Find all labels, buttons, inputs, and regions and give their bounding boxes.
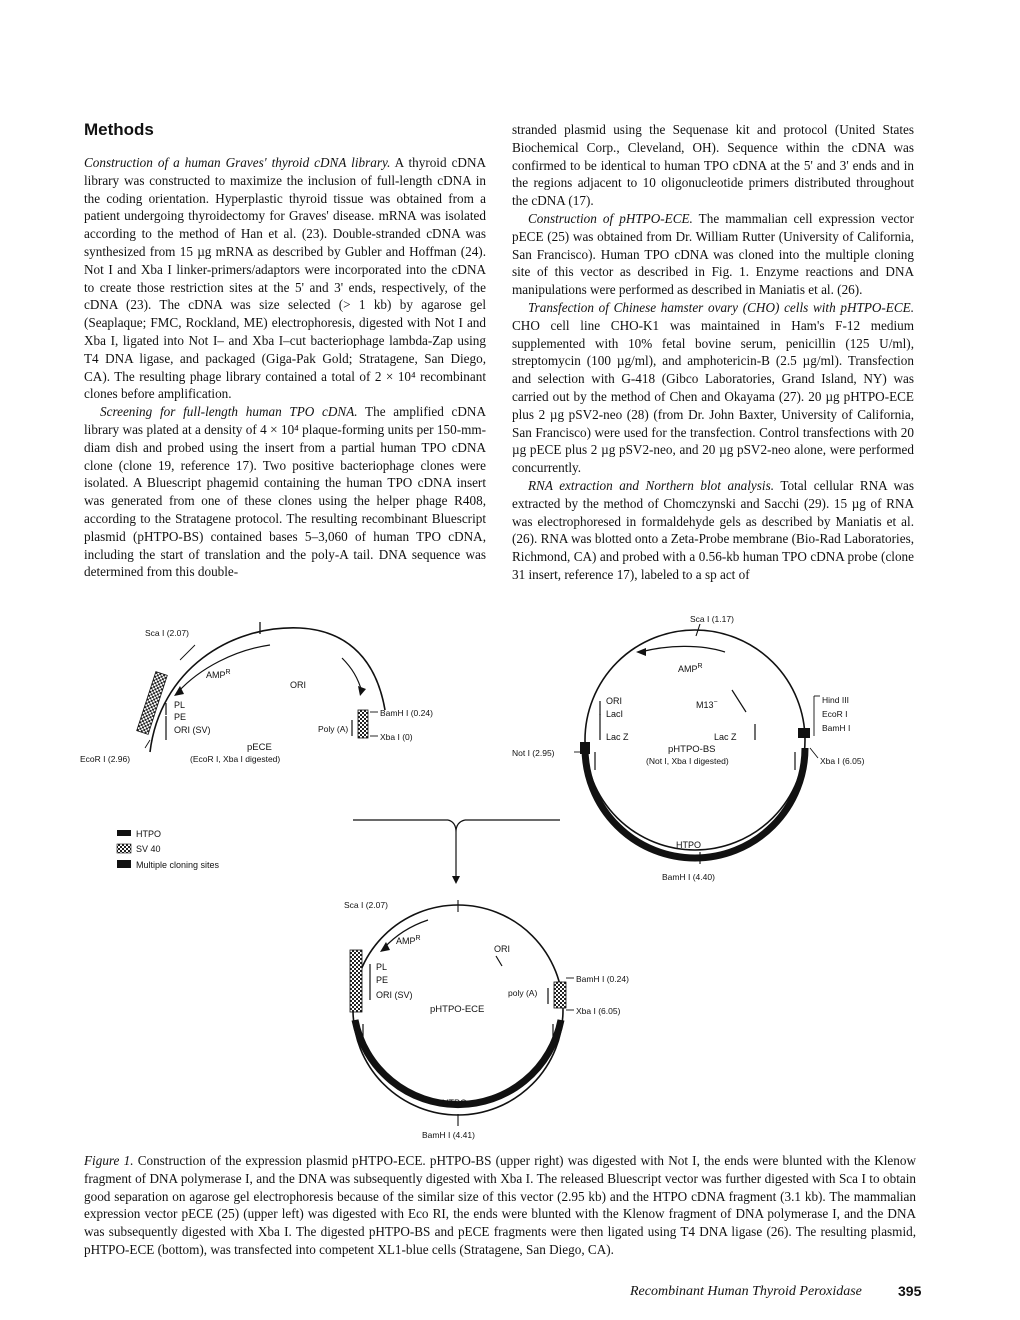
pece-ecor-label: EcoR I (2.96) — [80, 754, 131, 764]
ece-pl-label: PL — [376, 962, 388, 972]
legend-mcs-label: Multiple cloning sites — [136, 860, 220, 870]
bs-sca-label: Sca I (1.17) — [690, 614, 734, 624]
ecor-leader — [145, 740, 150, 748]
xba-leader — [810, 748, 818, 758]
bs-m13-label: M13− — [696, 699, 718, 710]
pece-amp-label: $AMP^R$ — [206, 669, 231, 680]
running-title: Recombinant Human Thyroid Peroxidase — [630, 1284, 862, 1299]
bs-amp-label: $AMP^R$ — [678, 663, 703, 674]
legend-sv40-label: SV 40 — [136, 844, 161, 854]
bs-lacz-right-label: Lac Z — [714, 732, 737, 742]
pece-pe-label: PE — [174, 712, 187, 722]
ece-bamh-bottom-label: BamH I (4.41) — [422, 1130, 475, 1140]
sca-leader — [180, 645, 195, 660]
paragraph-body: Total cellular RNA was extracted by the method of Chomczynski and Sacchi (29). 15 µg of RNA was electrophoresed in formaldehyde gels as described by Maniatis et al. (26). RNA was blotted onto a Zeta-Probe membrane (Bio-Rad Laboratories, Richmond, CA) and probed with a 0.56-kb human TPO cDNA probe (clone 31 insert, reference 17), labeled to a sp act of — [512, 477, 914, 582]
ece-xba-label: Xba I (6.05) — [576, 1006, 621, 1016]
bs-xba-label: Xba I (6.05) — [820, 756, 865, 766]
connector-arrowhead — [452, 876, 460, 884]
m13-arrow — [732, 690, 746, 712]
htpo-thick-arc — [355, 1020, 561, 1105]
pece-xba-label: Xba I (0) — [380, 732, 413, 742]
plasmid-construction-figure — [50, 600, 970, 1150]
figure-caption — [84, 1152, 916, 1259]
amp-arrowhead — [636, 648, 646, 656]
sv40-block-right — [554, 982, 566, 1008]
phtpo-bs-map — [512, 614, 865, 882]
ece-sca-label: Sca I (2.07) — [344, 900, 388, 910]
bs-ecor-label: EcoR I — [822, 709, 848, 719]
paragraph-rna — [512, 477, 914, 584]
amp-arrow — [640, 646, 725, 652]
bs-bamh-label: BamH I (4.40) — [662, 872, 715, 882]
bs-name: pHTPO-BS — [668, 744, 716, 755]
paragraph-lead: Screening for full-length human TPO cDNA. — [100, 404, 358, 420]
pece-ori-label: ORI — [290, 680, 307, 690]
ligation-connector — [353, 820, 560, 884]
caption-label: Figure 1. — [84, 1153, 134, 1168]
sv40-block-right — [358, 710, 368, 738]
pece-subtitle: (EcoR I, Xba I digested) — [190, 754, 281, 764]
mcs-block-right — [798, 728, 810, 738]
legend-htpo-swatch — [117, 830, 131, 836]
ori-arrowhead — [358, 686, 366, 696]
legend — [117, 829, 220, 870]
amp-arrow — [178, 645, 270, 692]
right-column — [512, 121, 914, 584]
paragraph-lead: Construction of pHTPO-ECE. — [528, 210, 693, 226]
pece-map — [80, 622, 433, 764]
paragraph-continuation — [512, 121, 914, 210]
legend-htpo-label: HTPO — [136, 829, 162, 839]
section-heading: Methods — [84, 120, 154, 139]
paragraph-lead: Construction of a human Graves' thyroid cDNA library. — [84, 155, 391, 170]
pece-bamh-label: BamH I (0.24) — [380, 708, 433, 718]
sv40-block — [137, 672, 168, 735]
pece-sca-label: Sca I (2.07) — [145, 628, 189, 638]
ece-bamh-top-label: BamH I (0.24) — [576, 974, 629, 984]
paragraph-body: A thyroid cDNA library was constructed to maximize the inclusion of full-length cDNA in the coding orientation. Hyperplastic thyroid tissue was obtained from a patient undergoing thyroidectomy for Graves' disease. mRNA was isolated according to the method of Han et al. (23). Double-stranded cDNA was synthesized from 15 µg mRNA as described by Gubler and Hoffman (24). Not I and Xba I linker-primers/adaptors were incorporated into the cDNA to create those restriction sites at the 5' and 3' ends, respectively, of the cDNA (23). The cDNA was size selected (> 1 kb) by agarose gel (Seaplaque; FMC, Rockland, ME) electrophoresis, digested with Not I and Xba I, ligated into Not I– and Xba I–cut bacteriophage lambda-Zap using T4 DNA ligase, and packaged (Giga-Pak Gold; Stratagene, San Diego, CA). The resulting phage library contained a total of 2 × 10⁴ recombinant clones before amplification. — [84, 155, 486, 402]
paragraph-body: stranded plasmid using the Sequenase kit and protocol (United States Biochemical Corp., Cleveland, OH). Sequence within the cDNA was confirmed to be identical to human TPO cDNA at the 5' and 3' ends and in the regions adjacent to 10 oligonucleotide primers distributed throughout the cDNA (17). — [512, 122, 914, 209]
sv40-block-left — [350, 950, 362, 1012]
bs-lacz-left-label: Lac Z — [606, 732, 629, 742]
bs-htpo-label: HTPO — [676, 840, 702, 850]
pece-name: pECE — [247, 742, 272, 753]
bs-not-label: Not I (2.95) — [512, 748, 555, 758]
paragraph-library — [84, 154, 486, 403]
paragraph-screening — [84, 403, 486, 581]
bs-hind-label: Hind III — [822, 695, 849, 705]
paragraph-lead: Transfection of Chinese hamster ovary (CHO) cells with pHTPO-ECE. — [528, 299, 914, 315]
mcs-block-left — [580, 742, 590, 754]
paragraph-transfection — [512, 299, 914, 477]
ece-orisv-label: ORI (SV) — [376, 990, 413, 1000]
ece-pe-label: PE — [376, 975, 389, 985]
bs-ori-label: ORI — [606, 696, 623, 706]
legend-mcs-swatch — [117, 860, 131, 868]
ece-htpo-label: HTPO — [442, 1098, 468, 1108]
ece-name: pHTPO-ECE — [430, 1004, 485, 1015]
legend-sv40-swatch — [117, 844, 131, 853]
ece-amp-label: $AMP^R$ — [396, 935, 421, 946]
bs-subtitle: (Not I, Xba I digested) — [646, 756, 729, 766]
caption-text: Construction of the expression plasmid pHTPO-ECE. pHTPO-BS (upper right) was digested with Not I, the ends were blunted with the Klenow fragment of DNA polymerase I, and the DNA was subsequently digested with Xba I. The released Bluescript vector was further digested with Sca I to obtain good separation on agarose gel electrophoresis because of the similar size of this vector (2.95 kb) and the HTPO cDNA fragment (3.1 kb). The mammalian expression vector pECE (25) (upper left) was digested with Eco RI, the ends were blunted with the Klenow fragment of DNA polymerase I, and the DNA was subsequently digested with Xba I. The digested pHTPO-BS and pECE fragments were then ligated using T4 DNA ligase (26). The resulting plasmid, pHTPO-ECE (bottom), was transfected into competent XL1-blue cells (Stratagene, San Diego, CA). — [84, 1153, 916, 1257]
bs-bamh-site-label: BamH I — [822, 723, 851, 733]
left-column — [84, 154, 486, 581]
page-number: 395 — [898, 1283, 922, 1299]
bs-laci-label: LacI — [606, 709, 624, 719]
phtpo-ece-map — [344, 900, 629, 1140]
paragraph-body: The amplified cDNA library was plated at a density of 4 × 10⁴ plaque-forming units per 150-mm-diam dish and probed using the insert from a partial human TPO cDNA clone (clone 19, reference 17). Two positive bacteriophage clones were isolated. A Bluescript phagemid containing the human TPO cDNA insert was generated from one of these clones using the helper phage R408, according to the Stratagene protocol. The resulting recombinant Bluescript plasmid (pHTPO-BS) contained bases 5–3,060 of human TPO cDNA, including the start of translation and the poly-A tail. DNA sequence was determined from this double- — [84, 404, 486, 580]
paragraph-body: CHO cell line CHO-K1 was maintained in Ham's F-12 medium supplemented with 10% fetal bovine serum, penicillin (125 U/ml), streptomycin (100 µg/ml), and amphotericin-B (2.5 µg/ml). Transfection and selection with G-418 (Gibco Laboratories, Grand Island, NY) was carried out by the method of Chen and Okayama (27). 20 µg pHTPO-ECE plus 2 µg pSV2-neo (28) (from Dr. John Baxter, University of California, San Francisco) were used for the transfection. Control transfections with 20 µg pECE plus 2 µg pSV2-neo, and 20 µg pSV2-neo alone, were performed concurrently. — [512, 317, 914, 476]
ece-ori-label: ORI — [494, 944, 511, 954]
paragraph-construction — [512, 210, 914, 299]
paragraph-body: The mammalian cell expression vector pECE (25) was obtained from Dr. William Rutter (University of California, San Francisco). Human TPO cDNA was cloned into the multiple cloning site of this vector as described in Fig. 1. Enzyme reactions and DNA manipulations were performed as described in Maniatis et al. (26). — [512, 210, 914, 298]
paragraph-lead: RNA extraction and Northern blot analysis. — [528, 477, 775, 493]
pece-orisv-label: ORI (SV) — [174, 725, 211, 735]
ece-polya-label: poly (A) — [508, 988, 538, 998]
connector-join — [448, 820, 465, 832]
pece-pl-label: PL — [174, 700, 186, 710]
pece-polya-label: Poly (A) — [318, 724, 349, 734]
ori-arrow — [496, 956, 502, 966]
